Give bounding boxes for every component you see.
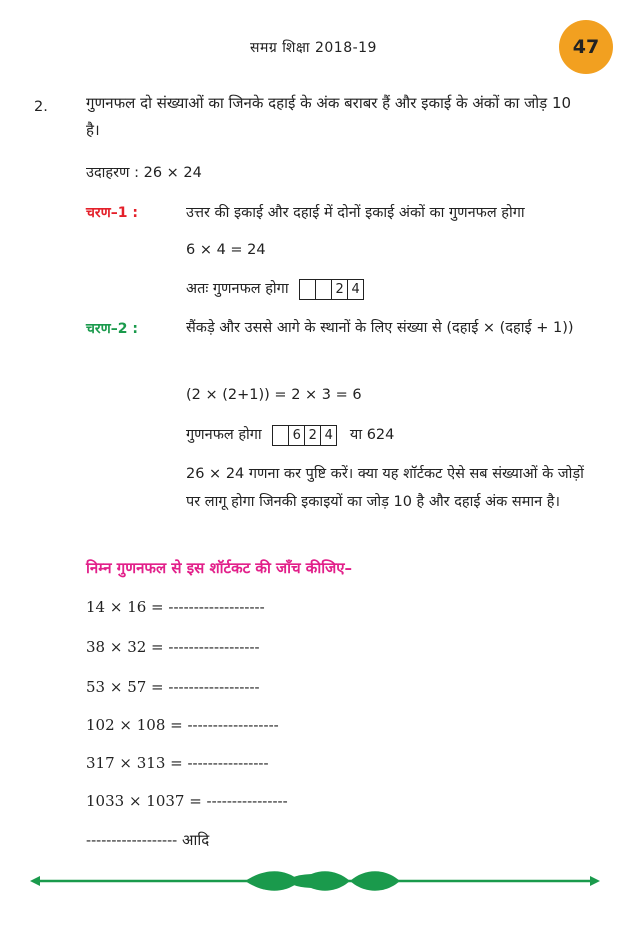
step2-result-suffix: या 624	[349, 427, 395, 443]
check-heading: निम्न गुणनफल से इस शॉर्टकट की जाँच कीजिए–	[86, 559, 353, 577]
exercise-line: 53 × 57 = ------------------	[86, 678, 260, 696]
digit-box: 4	[347, 280, 363, 299]
page-header: समग्र शिक्षा 2018-19	[250, 40, 377, 56]
page-number-badge: 47	[559, 20, 613, 74]
exercise-line: 102 × 108 = ------------------	[86, 716, 279, 734]
step2-result	[186, 422, 394, 448]
step1-digit-boxes	[299, 279, 364, 300]
digit-box: 6	[288, 426, 304, 445]
step1-result-label: अतः गुणनफल होगा	[186, 281, 289, 297]
digit-box	[273, 426, 288, 445]
step1-calc: 6 × 4 = 24	[186, 242, 266, 258]
step1-label: चरण–1 :	[86, 205, 138, 221]
step1-text: उत्तर की इकाई और दहाई में दोनों इकाई अंकों का गुणनफल होगा	[186, 205, 525, 221]
exercise-line: 1033 × 1037 = ----------------	[86, 792, 288, 810]
digit-box: 2	[331, 280, 347, 299]
exercise-line: 38 × 32 = ------------------	[86, 638, 260, 656]
step2-digit-boxes	[272, 425, 337, 446]
digit-box: 4	[320, 426, 336, 445]
problem-number: 2.	[34, 99, 48, 115]
digit-box: 2	[304, 426, 320, 445]
step2-label: चरण–2 :	[86, 321, 138, 337]
exercise-line: 14 × 16 = -------------------	[86, 598, 265, 616]
example: उदाहरण : 26 × 24	[86, 165, 202, 181]
problem-statement: गुणनफल दो संख्याओं का जिनके दहाई के अंक बराबर हैं और इकाई के अंकों का जोड़ 10 है।	[86, 94, 572, 139]
ending-line: ------------------ आदि	[86, 831, 210, 849]
digit-box	[300, 280, 315, 299]
footer-ornament	[30, 868, 600, 894]
step2-calc: (2 × (2+1)) = 2 × 3 = 6	[186, 387, 362, 403]
step2-note: 26 × 24 गणना कर पुष्टि करें। क्या यह शॉर्टकट ऐसे सब संख्याओं के जोड़ों पर लागू होगा जिनकी इकाइयों का जोड़ 10 है और दहाई अंक समान है।	[186, 466, 584, 510]
step1-result	[186, 276, 364, 302]
step2-result-label: गुणनफल होगा	[186, 427, 262, 443]
digit-box	[315, 280, 331, 299]
step2-text: सैंकड़े और उससे आगे के स्थानों के लिए संख्या से (दहाई × (दहाई + 1))	[186, 320, 574, 336]
exercise-line: 317 × 313 = ----------------	[86, 754, 269, 772]
